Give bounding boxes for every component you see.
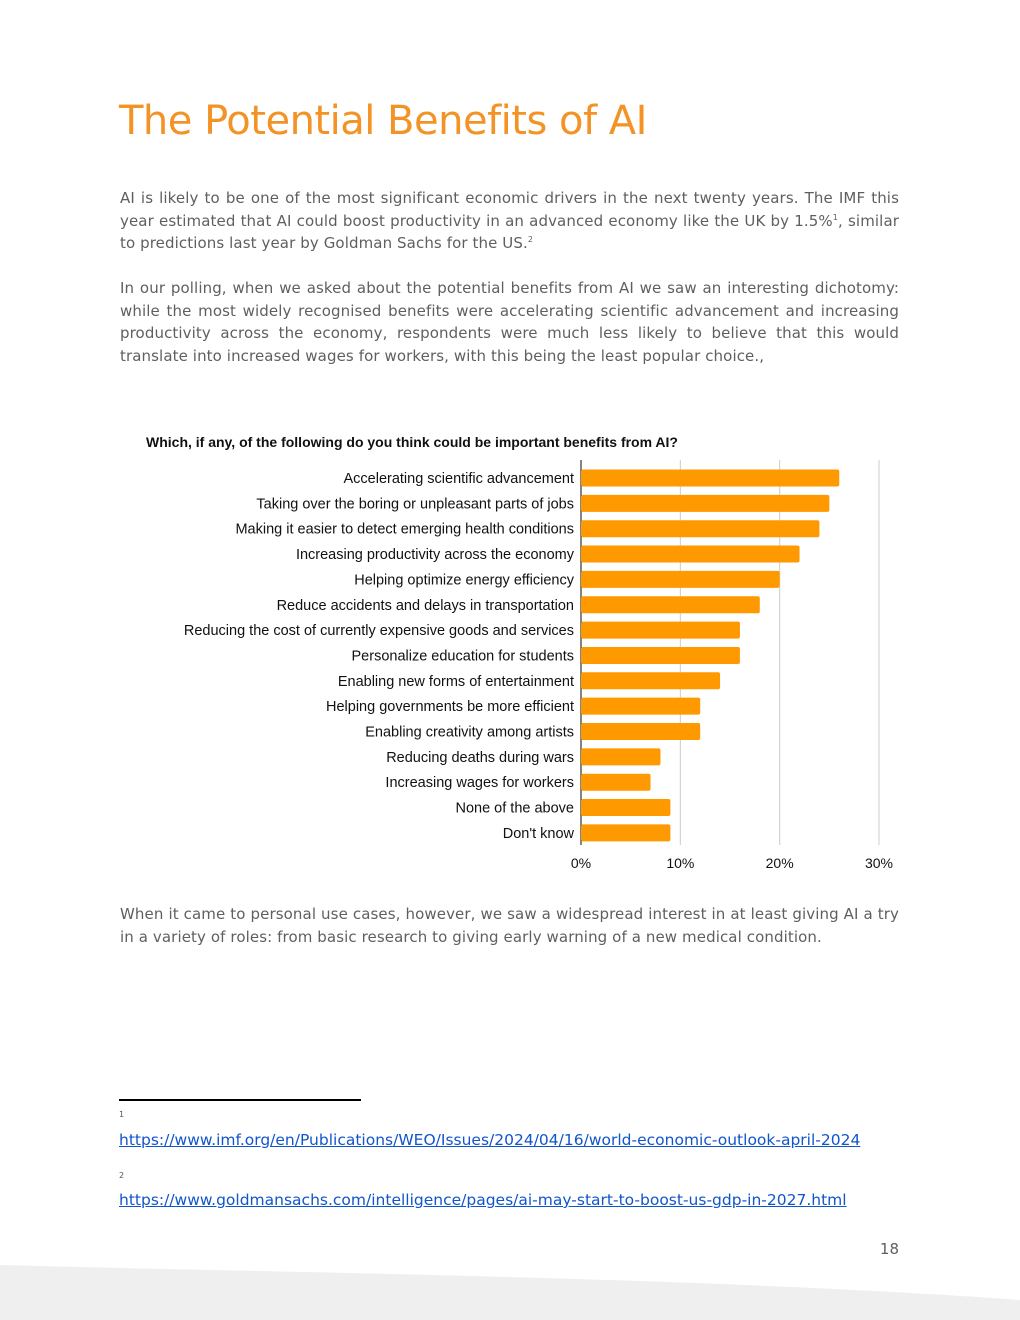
footnote-ref-2[interactable]: 2 [527, 235, 534, 244]
chart-tick-label: 20% [765, 855, 794, 871]
chart-category-label: Accelerating scientific advancement [343, 471, 574, 487]
chart-x-ticks [571, 855, 893, 871]
chart-category-label: Reducing the cost of currently expensive goods and services [183, 623, 574, 640]
chart-bar [581, 799, 670, 816]
intro-text-part1: AI is likely to be one of the most significant economic drivers in the next twenty years. The IMF this year estimated that AI could boost productivity in an advanced economy like the UK by 1.5% [120, 189, 899, 230]
intro-text-part2: , similar to predictions last year by Goldman Sachs for the US. [120, 211, 899, 252]
benefits-chart [0, 420, 1020, 880]
chart-tick-label: 30% [864, 855, 894, 871]
intro-paragraph [120, 187, 899, 255]
footnote-2-number: 2 [119, 1171, 125, 1180]
chart-category-label: Personalize education for students [351, 648, 574, 665]
footnote-ref-1[interactable]: 1 [832, 212, 838, 222]
footnote-1-number: 1 [119, 1110, 125, 1119]
chart-title: Which, if any, of the following do you think could be important benefits from AI? [146, 434, 678, 450]
benefits-chart-svg [0, 420, 1020, 880]
chart-category-label: Taking over the boring or unpleasant parts of jobs [256, 496, 574, 513]
chart-category-label: Reduce accidents and delays in transportation [276, 597, 574, 614]
page-title: The Potential Benefits of AI [119, 98, 647, 144]
footnote-1-link[interactable]: https://www.imf.org/en/Publications/WEO/Issues/2024/04/16/world-economic-outlook-april-2024 [119, 1131, 861, 1149]
chart-category-label: None of the above [455, 800, 574, 817]
chart-category-label: Helping governments be more efficient [326, 699, 574, 716]
chart-category-label: Making it easier to detect emerging health conditions [235, 521, 574, 538]
chart-bar [581, 672, 720, 689]
chart-bar [581, 596, 760, 613]
chart-bar [581, 647, 740, 664]
chart-category-label: Increasing wages for workers [385, 775, 574, 792]
chart-bar [581, 723, 700, 740]
chart-bar [581, 495, 829, 512]
use-cases-paragraph: When it came to personal use cases, however, we saw a widespread interest in at least giving AI a try in a variety of roles: from basic research to giving early warning of a new medical condition. [120, 905, 899, 946]
chart-category-label: Reducing deaths during wars [386, 749, 574, 766]
footnote-2-link[interactable]: https://www.goldmansachs.com/intelligence/pages/ai-may-start-to-boost-us-gdp-in-2027.html [119, 1191, 847, 1209]
chart-category-label: Don't know [502, 825, 574, 842]
chart-tick-label: 0% [570, 855, 592, 871]
chart-category-label: Enabling new forms of entertainment [337, 673, 574, 690]
chart-category-labels [184, 471, 575, 842]
chart-bar [581, 546, 800, 563]
chart-bar [581, 748, 660, 765]
chart-bar [581, 698, 700, 715]
chart-category-label: Enabling creativity among artists [365, 724, 574, 741]
polling-paragraph: In our polling, when we asked about the potential benefits from AI we saw an interesting dichotomy: while the most widely recognised benefits were accelerating scientific advancement and increasing productivity across the economy, respondents were much less likely to believe that this would translate into increased wages for workers, with this being the least popular choice., [120, 279, 899, 365]
chart-bar [581, 470, 839, 487]
chart-tick-label: 10% [666, 855, 695, 871]
footer-swoosh-shape [0, 1265, 1020, 1320]
page-number: 18 [879, 1240, 899, 1258]
chart-bar [581, 622, 740, 639]
footnote-divider [119, 1099, 361, 1101]
page-footer-swoosh [0, 1255, 1020, 1320]
chart-bar [581, 571, 780, 588]
chart-category-label: Helping optimize energy efficiency [354, 572, 574, 589]
chart-bar [581, 520, 819, 537]
chart-bar [581, 824, 670, 841]
chart-bars [581, 470, 839, 842]
chart-bar [581, 774, 651, 791]
chart-category-label: Increasing productivity across the economy [295, 547, 574, 564]
